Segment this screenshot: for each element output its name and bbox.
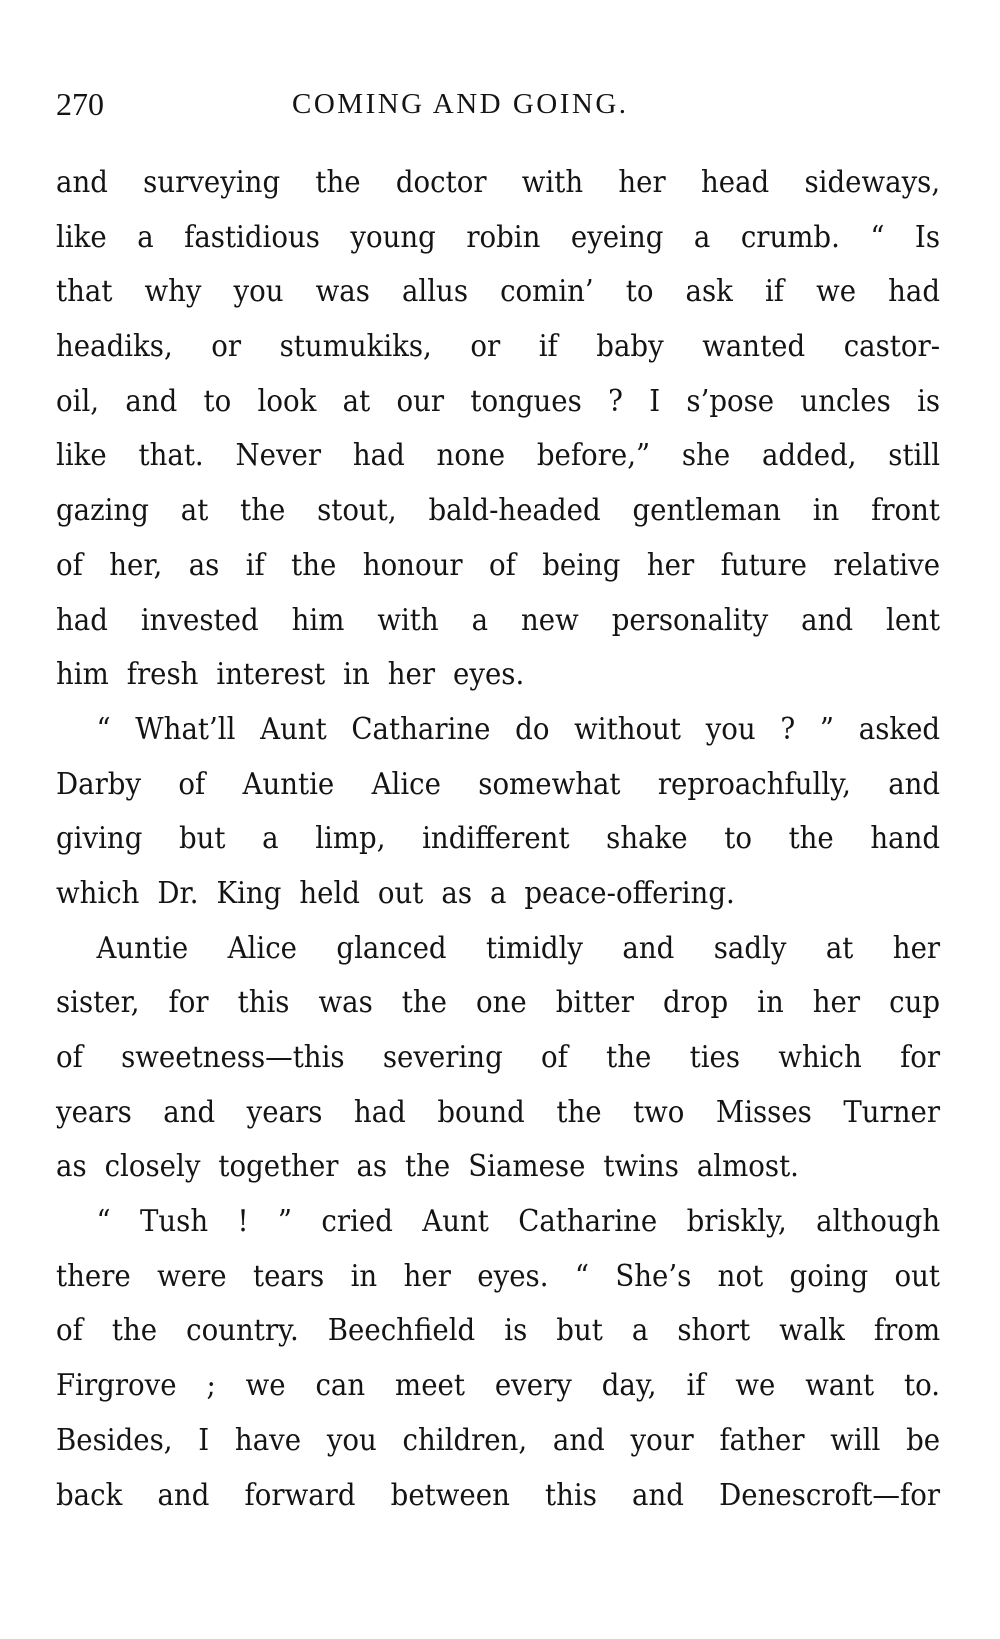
word: why [144, 274, 202, 310]
word: bound [437, 1094, 525, 1130]
word: the [556, 1094, 602, 1130]
word: Alice [371, 766, 441, 802]
word: giving [56, 821, 143, 857]
text-line [56, 539, 940, 594]
word: sweetness—this [121, 1040, 345, 1075]
word: the [788, 821, 834, 857]
word: headiks, [56, 329, 173, 365]
word: comin’ [500, 274, 594, 310]
word: Alice [227, 930, 298, 966]
word: Is [914, 219, 941, 255]
word: or [211, 329, 242, 365]
word: her, [109, 547, 163, 583]
word: still [888, 438, 941, 474]
word: was [315, 274, 370, 310]
word: to. [904, 1368, 941, 1404]
word: new [521, 602, 579, 638]
word: being [542, 547, 621, 583]
word: will [830, 1422, 881, 1458]
word: can [315, 1368, 366, 1404]
word: there [56, 1258, 131, 1294]
word: is [504, 1313, 528, 1349]
word: sadly [713, 930, 787, 966]
word: which [778, 1040, 862, 1075]
word: briskly, [686, 1204, 787, 1240]
word: I [649, 383, 661, 419]
word: without [574, 711, 681, 747]
word: you [705, 711, 756, 747]
word: reproachfully, [657, 766, 851, 802]
word: her [892, 930, 941, 966]
word: in [350, 1258, 378, 1294]
word: years [56, 1094, 132, 1130]
text-line [56, 1031, 940, 1086]
word: fastidious [184, 219, 320, 255]
word: the [111, 1313, 158, 1349]
word: ? [780, 711, 796, 747]
word: and [888, 766, 941, 802]
text-line: him fresh interest in her eyes. [56, 657, 525, 693]
word: “ [574, 1258, 589, 1294]
word: the [606, 1040, 652, 1075]
word: day, [601, 1368, 657, 1404]
word: “ [96, 1204, 111, 1240]
text-line [56, 375, 940, 430]
word: was [318, 985, 373, 1021]
word: Denescroft—for [719, 1477, 941, 1513]
word: oil, [56, 383, 100, 419]
word: of [56, 1040, 83, 1075]
word: drop [662, 985, 729, 1021]
page-number: 270 [56, 86, 104, 122]
word: you [233, 274, 284, 310]
word: ? [608, 383, 623, 419]
word: and [157, 1477, 210, 1513]
running-title: COMING AND GOING. [292, 88, 629, 120]
text-line [56, 922, 940, 977]
word: do [515, 711, 550, 747]
text-line [56, 1469, 940, 1524]
word: indifferent [422, 821, 570, 857]
word: your [630, 1422, 694, 1458]
word: eyeing [570, 219, 664, 255]
text-line [56, 484, 940, 539]
word: honour [362, 547, 463, 583]
text-line [56, 812, 940, 867]
word: none [436, 438, 506, 474]
word: her [646, 547, 695, 583]
word: going [789, 1258, 869, 1294]
word: “ [870, 219, 885, 255]
word: doctor [395, 165, 487, 200]
text-line [56, 1414, 940, 1469]
word: had [353, 1094, 406, 1130]
body-text [56, 156, 940, 1523]
word: her [618, 165, 666, 200]
word: ” [819, 711, 835, 747]
word: gentleman [632, 493, 781, 529]
word: her [812, 985, 861, 1021]
word: at [180, 493, 209, 529]
word: tears [252, 1258, 325, 1294]
word: be [906, 1422, 941, 1458]
running-head [56, 84, 940, 124]
word: if [686, 1368, 706, 1404]
word: invested [140, 602, 259, 638]
word: although [816, 1204, 941, 1240]
text-line [56, 1086, 940, 1141]
word: had [56, 602, 108, 638]
word: surveying [143, 165, 281, 200]
word: cried [321, 1204, 393, 1240]
word: but [556, 1313, 603, 1349]
word: future [720, 547, 807, 583]
word: gazing [56, 493, 149, 529]
text-line [56, 156, 940, 211]
word: castor- [843, 329, 941, 365]
word: for [900, 1040, 941, 1075]
text-line: which Dr. King held out as a peace-offering. [56, 875, 735, 911]
word: of [56, 547, 83, 583]
word: if [538, 329, 558, 365]
word: a [137, 219, 154, 255]
word: short [677, 1313, 751, 1349]
word: we [735, 1368, 776, 1404]
word: father [719, 1422, 805, 1458]
text-line [56, 429, 940, 484]
word: hand [870, 821, 941, 857]
word: personality [611, 602, 769, 638]
word: bald-headed [428, 493, 601, 529]
word: you [326, 1422, 377, 1458]
word: the [315, 165, 361, 200]
word: asked [858, 711, 941, 747]
word: back [56, 1477, 123, 1513]
word: of [56, 1313, 83, 1349]
word: Aunt [260, 711, 327, 747]
word: a [693, 219, 711, 255]
word: bitter [555, 985, 634, 1021]
word: relative [833, 547, 941, 583]
word: somewhat [478, 766, 621, 802]
word: Aunt [422, 1204, 489, 1240]
text-line [56, 320, 940, 375]
word: Tush [139, 1204, 209, 1240]
text-line [56, 1195, 940, 1250]
word: Catharine [351, 711, 491, 747]
word: uncles [800, 383, 891, 419]
word: young [350, 219, 436, 255]
word: have [234, 1422, 302, 1458]
word: and [125, 383, 178, 419]
word: her [403, 1258, 451, 1294]
text-line [56, 265, 940, 320]
word: two [633, 1094, 685, 1130]
word: the [401, 985, 447, 1021]
word: ; [206, 1368, 216, 1404]
word: from [873, 1313, 941, 1349]
word: as [188, 547, 220, 583]
word: want [805, 1368, 875, 1404]
word: and [632, 1477, 684, 1513]
word: lent [886, 602, 941, 638]
word: front [871, 493, 941, 529]
text-line [56, 211, 940, 266]
word: in [812, 493, 840, 529]
word: I [198, 1422, 210, 1458]
word: or [470, 329, 501, 365]
word: one [475, 985, 527, 1021]
word: and [801, 602, 854, 638]
word: Catharine [518, 1204, 658, 1240]
word: is [917, 383, 941, 419]
word: added, [761, 438, 857, 474]
word: Besides, [56, 1422, 173, 1458]
word: Auntie [242, 766, 335, 802]
word: ties [689, 1040, 741, 1075]
word: if [764, 274, 785, 310]
word: we [816, 274, 857, 310]
word: were [157, 1258, 227, 1294]
text-line [56, 1250, 940, 1305]
word: a [471, 602, 489, 638]
word: baby [596, 329, 664, 365]
word: the [240, 493, 286, 529]
word: a [262, 821, 279, 857]
word: the [291, 547, 337, 583]
word: Never [235, 438, 322, 474]
word: timidly [485, 930, 584, 966]
word: head [700, 165, 770, 200]
word: out [894, 1258, 940, 1294]
word: stout, [317, 493, 397, 529]
word: but [178, 821, 226, 857]
word: cup [889, 985, 941, 1021]
word: wanted [702, 329, 806, 365]
text-line [56, 758, 940, 813]
word: and [622, 930, 675, 966]
word: walk [779, 1313, 845, 1349]
word: robin [466, 219, 541, 255]
word: years [246, 1094, 323, 1130]
word: before,” [536, 438, 651, 474]
word: between [390, 1477, 510, 1513]
word: meet [395, 1368, 465, 1404]
word: sideways, [804, 165, 941, 200]
word: to [724, 821, 752, 857]
word: sister, [56, 985, 140, 1021]
word: eyes. [477, 1258, 549, 1294]
word: and [552, 1422, 605, 1458]
word: shake [606, 821, 688, 857]
word: s’pose [686, 383, 775, 419]
word: ask [685, 274, 733, 310]
word: country. [186, 1313, 299, 1349]
word: stumukiks, [279, 329, 432, 365]
word: What’ll [135, 711, 236, 747]
word: with [377, 602, 439, 638]
word: forward [244, 1477, 356, 1513]
word: and [56, 165, 108, 200]
word: like [56, 438, 107, 474]
word: severing [382, 1040, 503, 1075]
word: a [631, 1313, 649, 1349]
word: Misses [715, 1094, 812, 1130]
word: children, [402, 1422, 528, 1458]
word: in [757, 985, 784, 1021]
word: glanced [336, 930, 447, 966]
word: ” [277, 1204, 293, 1240]
word: had [352, 438, 405, 474]
word: allus [401, 274, 469, 310]
word: to [625, 274, 654, 310]
word: to [203, 383, 232, 419]
word: Firgrove [56, 1368, 177, 1404]
word: not [717, 1258, 764, 1294]
text-line [56, 976, 940, 1031]
word: every [494, 1368, 572, 1404]
word: that. [138, 438, 204, 474]
word: that [56, 274, 113, 310]
word: if [245, 547, 265, 583]
word: of [541, 1040, 568, 1075]
word: this [237, 985, 290, 1021]
word: had [888, 274, 941, 310]
word: with [521, 165, 584, 200]
word: at [342, 383, 371, 419]
word: our [396, 383, 445, 419]
word: we [245, 1368, 286, 1404]
text-line [56, 1304, 940, 1359]
word: ! [237, 1204, 249, 1240]
word: him [291, 602, 345, 638]
word: She’s [615, 1258, 692, 1294]
word: for [168, 985, 209, 1021]
word: “ [96, 711, 111, 747]
word: of [178, 766, 206, 802]
word: and [163, 1094, 216, 1130]
word: Darby [56, 766, 142, 802]
text-line [56, 594, 940, 649]
word: Auntie [96, 930, 189, 966]
word: she [681, 438, 731, 474]
text-line: as closely together as the Siamese twins almost. [56, 1149, 799, 1185]
word: look [257, 383, 317, 419]
word: limp, [315, 821, 386, 857]
word: like [56, 219, 107, 255]
word: this [545, 1477, 597, 1513]
word: crumb. [740, 219, 840, 255]
word: Turner [843, 1094, 941, 1130]
text-line [56, 1359, 940, 1414]
word: tongues [470, 383, 582, 419]
word: of [488, 547, 516, 583]
text-line [56, 703, 940, 758]
word: at [825, 930, 854, 966]
word: Beechfield [327, 1313, 476, 1349]
